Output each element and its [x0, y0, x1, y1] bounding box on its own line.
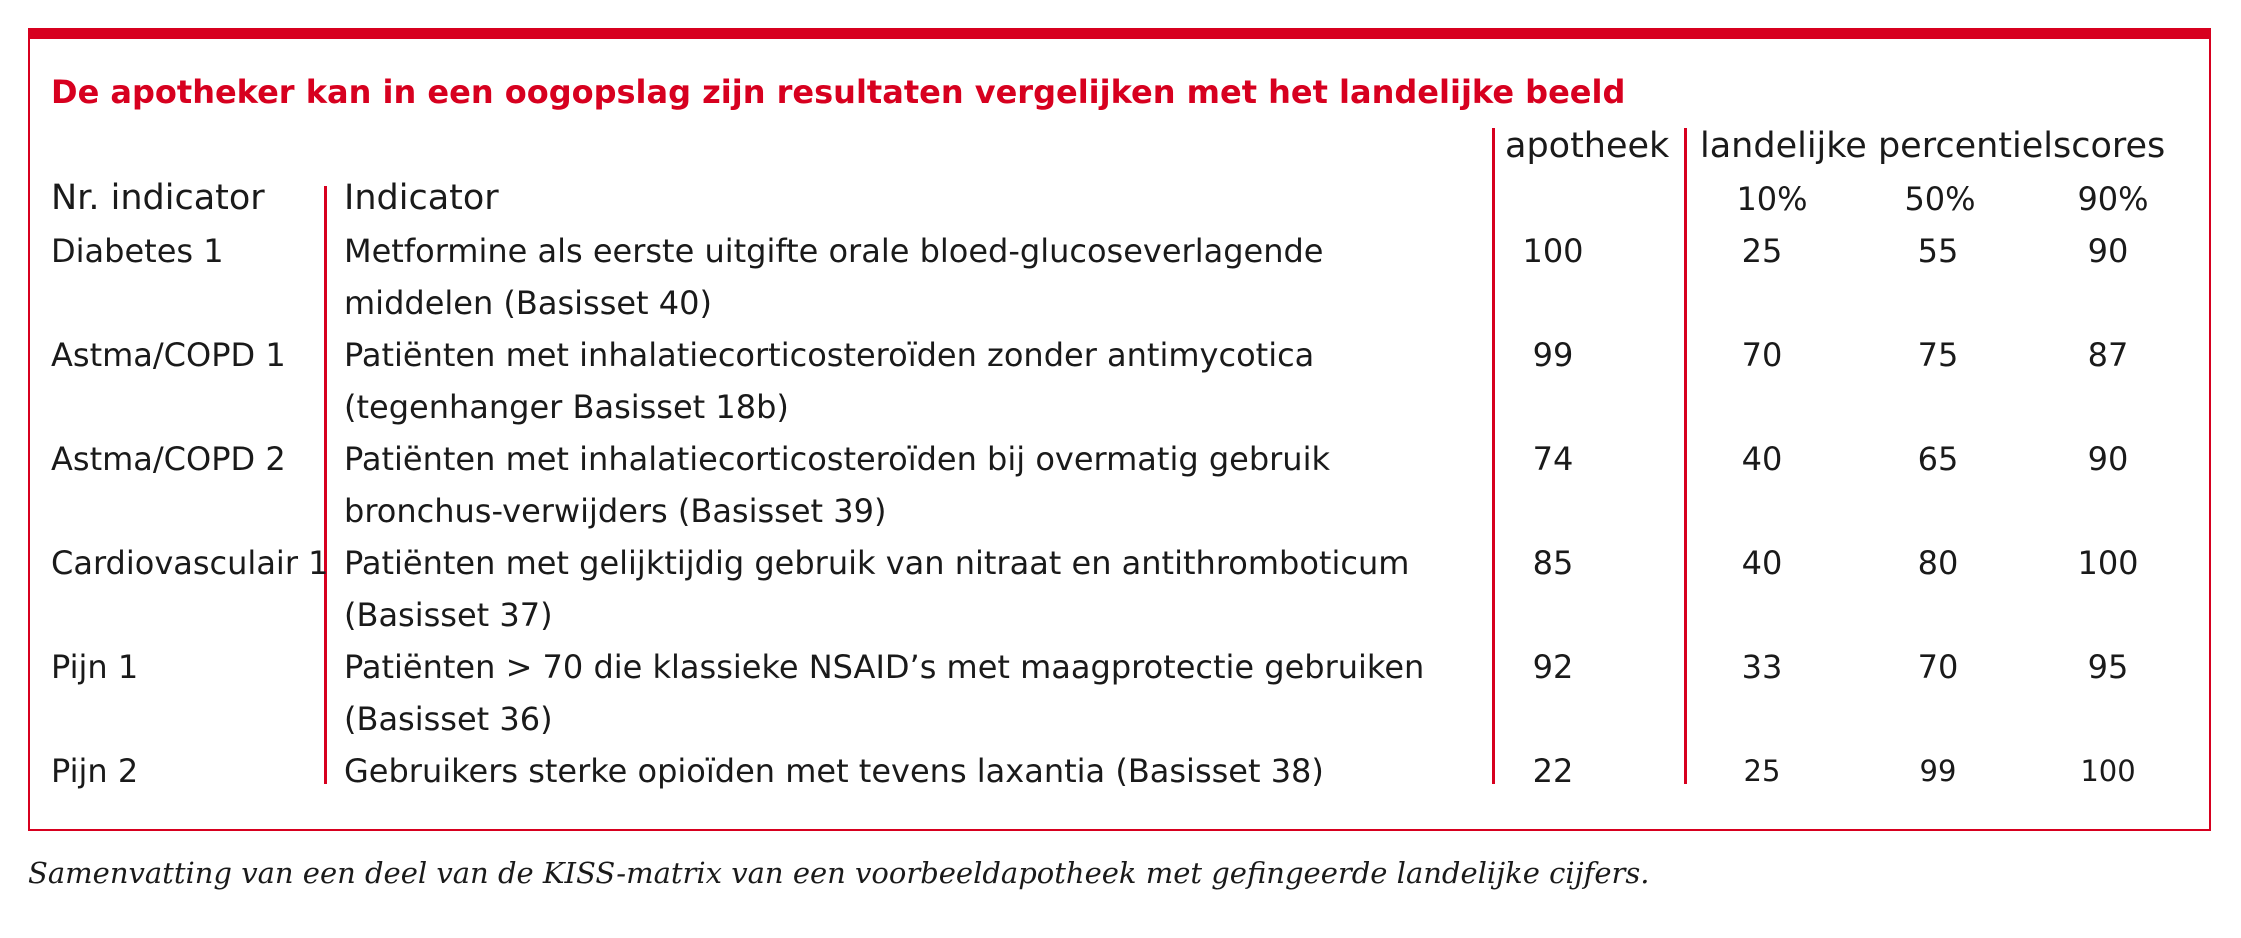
cell-indicator: Patiënten met inhalatiecorticosteroïden zonder antimycotica (tegenhanger Basisset 18b) — [344, 336, 1315, 426]
cell-p50: 80 — [1917, 544, 1959, 582]
cell-p50: 99 — [1919, 754, 1957, 788]
header-p50: 50% — [1904, 180, 1976, 218]
cell-apotheek: 22 — [1532, 752, 1574, 790]
table-row — [0, 537, 2241, 641]
cell-indicator: Gebruikers sterke opioïden met tevens laxantia (Basisset 38) — [344, 752, 1324, 790]
cell-p90: 90 — [2087, 232, 2129, 270]
header-nr: Nr. indicator — [51, 178, 265, 218]
cell-p90: 87 — [2087, 336, 2129, 374]
cell-p50: 75 — [1917, 336, 1959, 374]
cell-indicator: Patiënten > 70 die klassieke NSAID’s met maagprotectie gebruiken (Basisset 36) — [344, 648, 1425, 738]
header-p90: 90% — [2077, 180, 2149, 218]
cell-nr: Cardiovasculair 1 — [51, 544, 329, 582]
cell-p50: 55 — [1917, 232, 1959, 270]
header-indicator: Indicator — [344, 178, 499, 218]
cell-nr: Pijn 1 — [51, 648, 139, 686]
cell-p10: 25 — [1741, 232, 1783, 270]
cell-apotheek: 92 — [1532, 648, 1574, 686]
cell-nr: Pijn 2 — [51, 752, 139, 790]
cell-indicator: Metformine als eerste uitgifte orale bloed-glucoseverlagende middelen (Basisset 40) — [344, 232, 1324, 322]
header-p10: 10% — [1736, 180, 1808, 218]
cell-indicator: Patiënten met inhalatiecorticosteroïden bij overmatig gebruik bronchus-verwijders (Basisset 39) — [344, 440, 1330, 530]
cell-p10: 70 — [1741, 336, 1783, 374]
cell-p10: 25 — [1743, 754, 1781, 788]
cell-p90: 90 — [2087, 440, 2129, 478]
cell-apotheek: 85 — [1532, 544, 1574, 582]
cell-p50: 65 — [1917, 440, 1959, 478]
table-row — [0, 745, 2241, 849]
cell-apotheek: 74 — [1532, 440, 1574, 478]
cell-p50: 70 — [1917, 648, 1959, 686]
table-row — [0, 225, 2241, 329]
cell-p10: 33 — [1741, 648, 1783, 686]
cell-nr: Astma/COPD 2 — [51, 440, 286, 478]
cell-indicator: Patiënten met gelijktijdig gebruik van nitraat en antithromboticum (Basisset 37) — [344, 544, 1410, 634]
cell-p90: 100 — [2080, 754, 2136, 788]
cell-p90: 100 — [2077, 544, 2139, 582]
cell-p10: 40 — [1741, 440, 1783, 478]
cell-apotheek: 99 — [1532, 336, 1574, 374]
table-row — [0, 641, 2241, 745]
cell-nr: Astma/COPD 1 — [51, 336, 286, 374]
header-landelijk: landelijke percentielscores — [1700, 126, 2166, 166]
cell-apotheek: 100 — [1522, 232, 1584, 270]
cell-nr: Diabetes 1 — [51, 232, 224, 270]
table-title: De apotheker kan in een oogopslag zijn resultaten vergelijken met het landelijke beeld — [51, 73, 1626, 111]
figure-caption: Samenvatting van een deel van de KISS-matrix van een voorbeeldapotheek met gefingeerde landelijke cijfers. — [28, 856, 1650, 890]
table-row — [0, 433, 2241, 537]
table-row — [0, 329, 2241, 433]
cell-p10: 40 — [1741, 544, 1783, 582]
header-apotheek: apotheek — [1505, 126, 1670, 166]
cell-p90: 95 — [2087, 648, 2129, 686]
